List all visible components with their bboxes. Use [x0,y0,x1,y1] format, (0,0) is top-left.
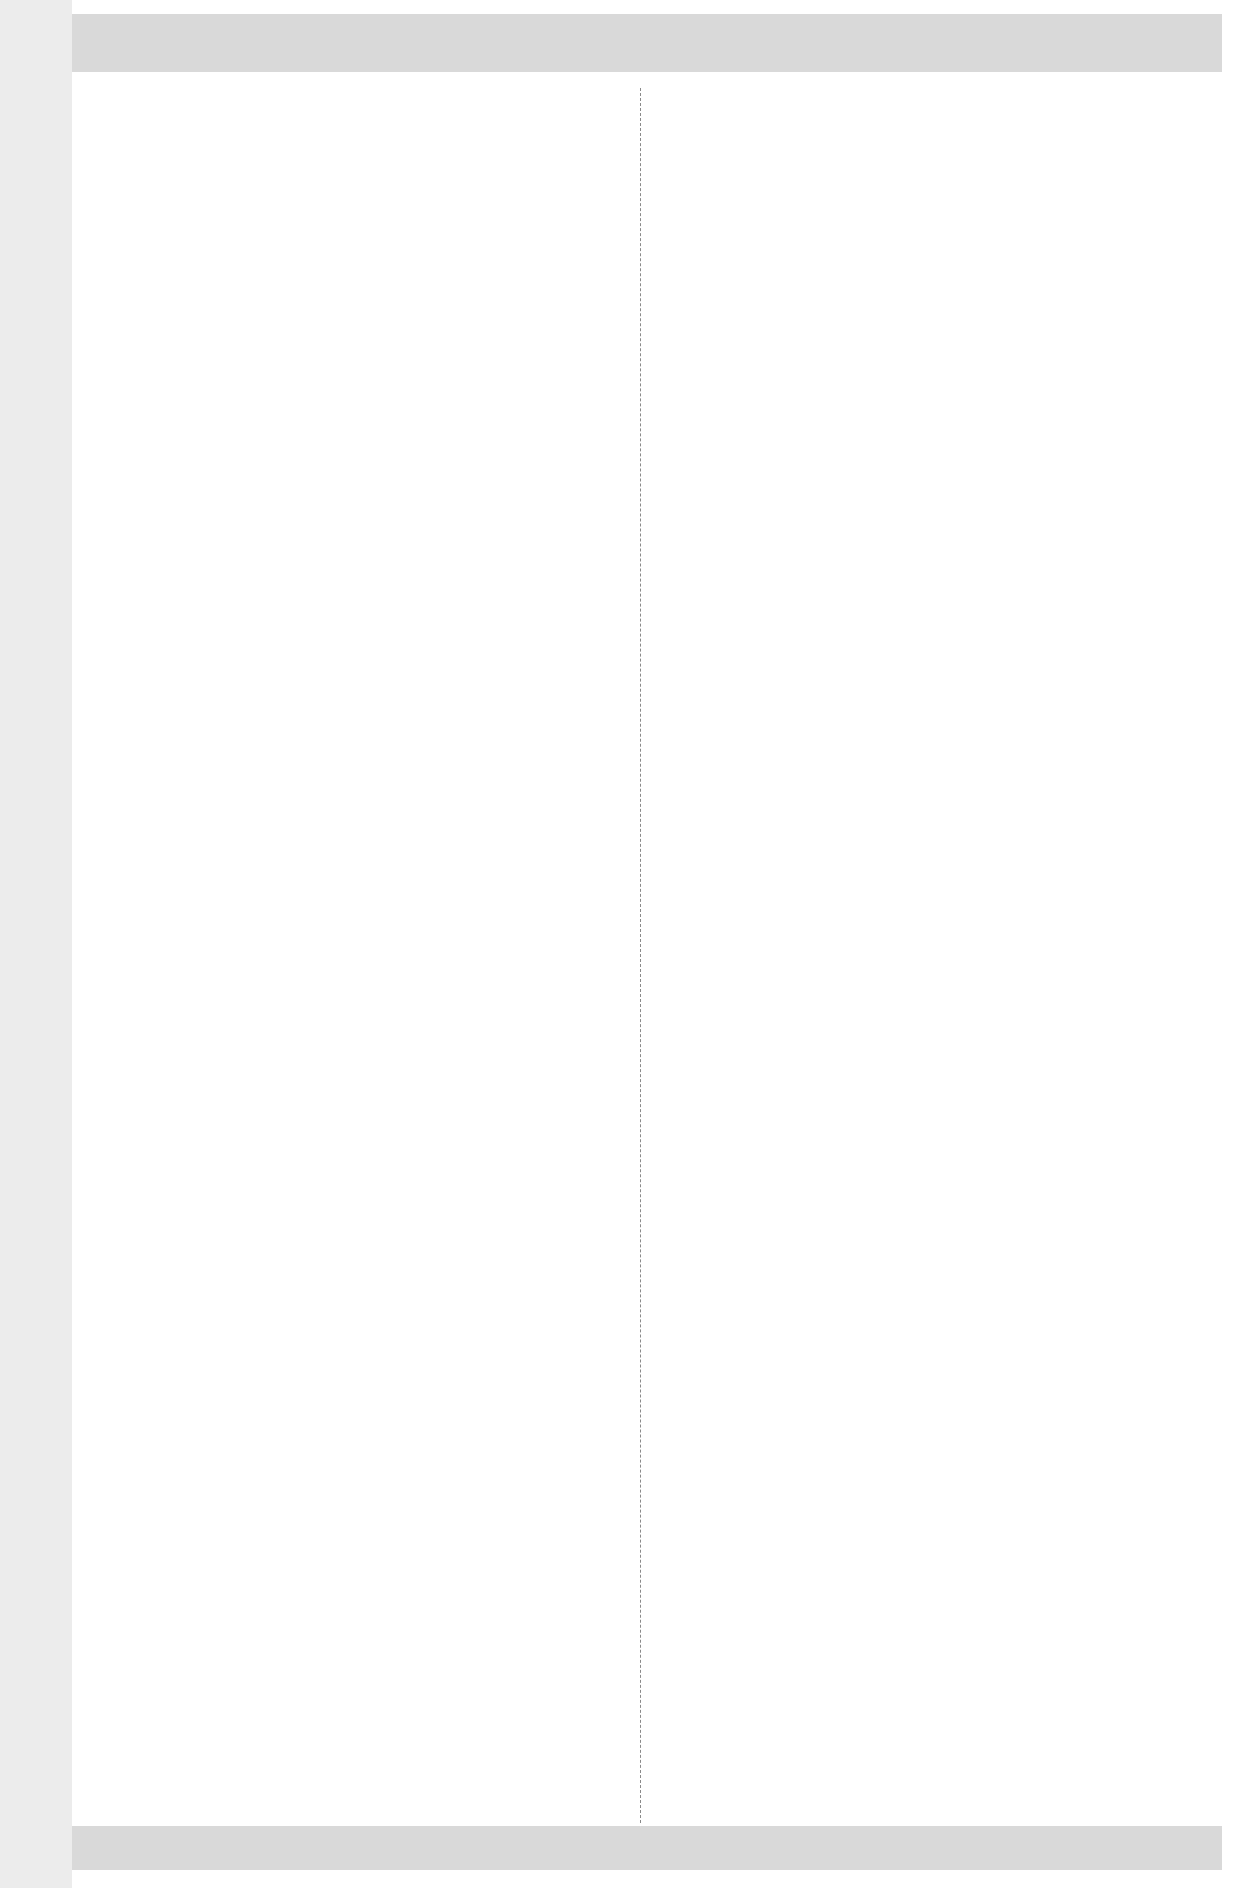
footer-bar [72,1826,1222,1870]
page-margin-band [0,0,72,1888]
header-bar [72,14,1222,72]
column-divider [640,88,641,1823]
